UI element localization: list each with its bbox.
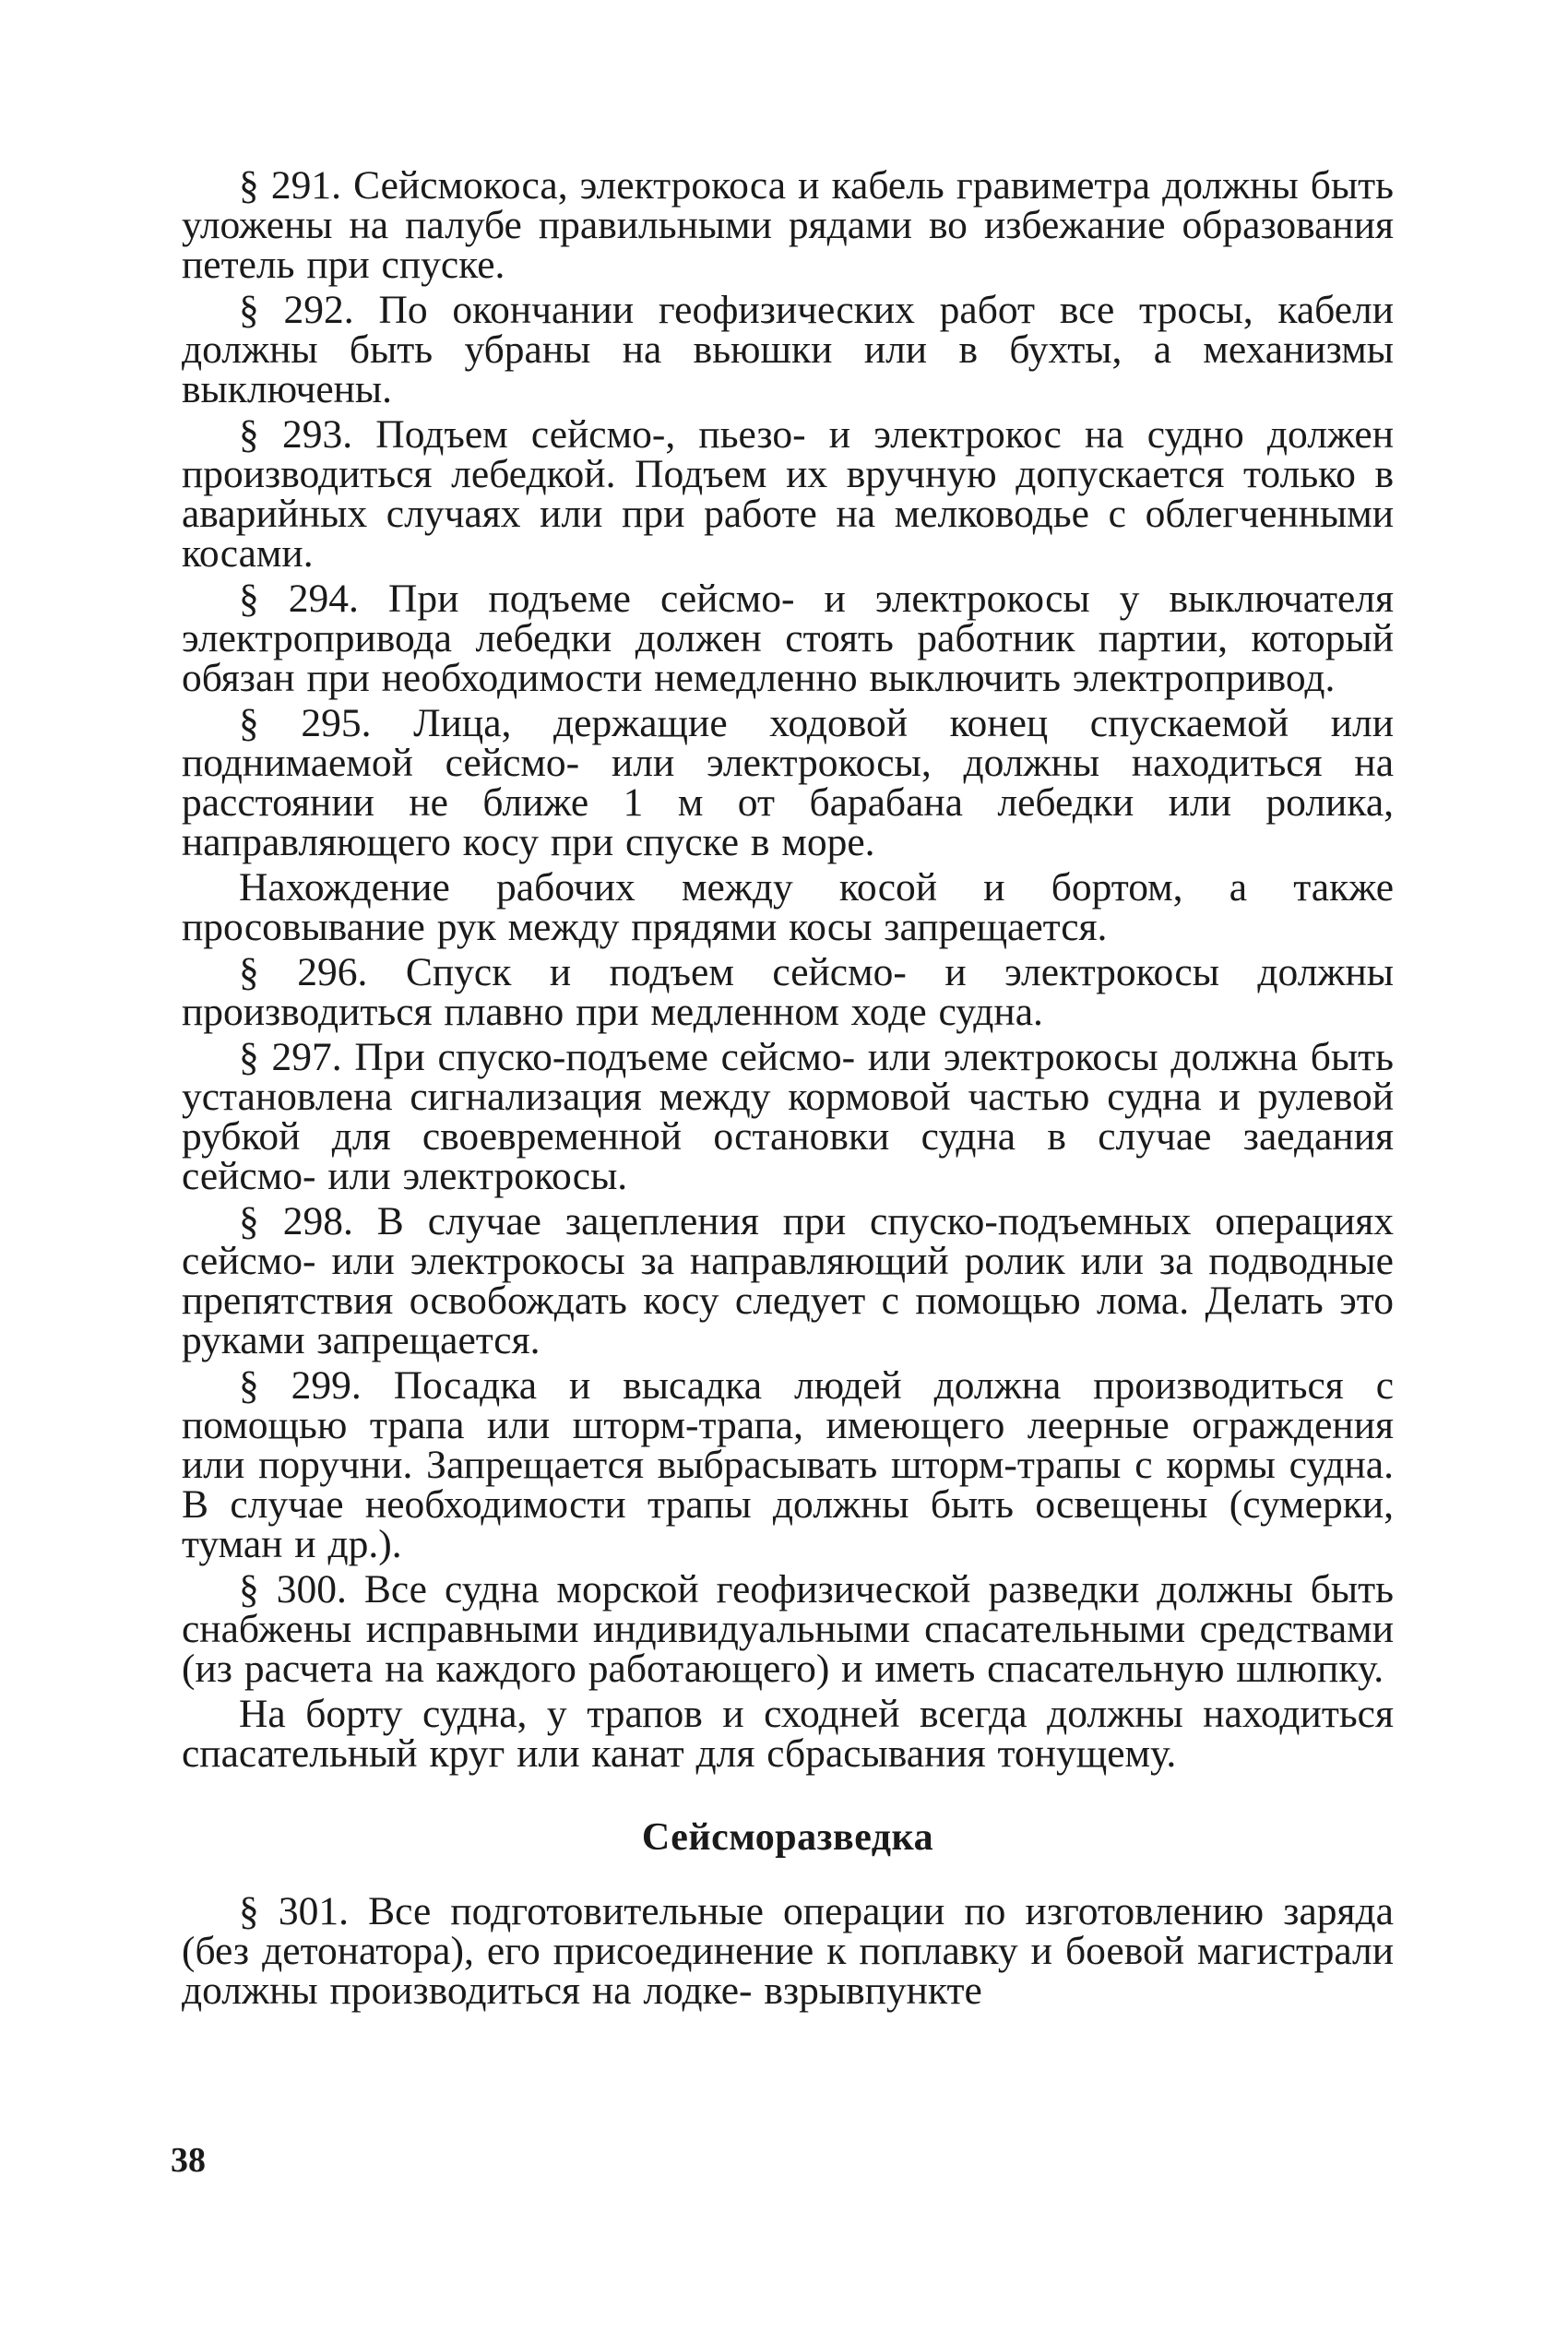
section-heading: Сейсморазведка bbox=[641, 1816, 934, 1859]
paragraph-292: § 292. По окончании геофизических работ все тросы, кабели должны быть убраны на вьюшки или в бухты, а механизмы выключены. bbox=[182, 288, 1394, 411]
paragraph-295-continuation: Нахождение рабочих между косой и бортом, а также просовывание рук между прядями косы запрещается. bbox=[182, 865, 1394, 949]
paragraph-296: § 296. Спуск и подъем сейсмо- и электрокосы должны производиться плавно при медленном ходе судна. bbox=[182, 950, 1394, 1034]
paragraph-294: § 294. При подъеме сейсмо- и электрокосы у выключателя электропривода лебедки должен стоять работник партии, который обязан при необходимости немедленно выключить электропривод. bbox=[182, 577, 1394, 700]
paragraph-297: § 297. При спуско-подъеме сейсмо- или электрокосы должна быть установлена сигнализация между кормовой частью судна и рулевой рубкой для своевременной остановки судна в случае заедания сейсмо- или электрокосы. bbox=[182, 1035, 1394, 1198]
page-number: 38 bbox=[171, 2141, 206, 2180]
paragraph-295: § 295. Лица, держащие ходовой конец спускаемой или поднимаемой сейсмо- или электрокосы, должны находиться на расстоянии не ближе 1 м от барабана лебедки или ролика, направляющего косу при спуске в море. bbox=[182, 701, 1394, 864]
paragraph-291: § 291. Сейсмокоса, электрокоса и кабель гравиметра должны быть уложены на палубе правильными рядами во избежание образования петель при спуске. bbox=[182, 163, 1394, 287]
page-body bbox=[182, 163, 1394, 2016]
paragraph-300: § 300. Все судна морской геофизической разведки должны быть снабжены исправными индивидуальными спасательными средствами (из расчета на каждого работающего) и иметь спасательную шлюпку. bbox=[182, 1567, 1394, 1691]
paragraph-300-continuation: На борту судна, у трапов и сходней всегда должны находиться спасательный круг или канат для сбрасывания тонущему. bbox=[182, 1692, 1394, 1776]
paragraph-299: § 299. Посадка и высадка людей должна производиться с помощью трапа или шторм-трапа, имеющего леерные ограждения или поручни. Запрещается выбрасывать шторм-трапы с кормы судна. В случае необходимости трапы должны быть освещены (сумерки, туман и др.). bbox=[182, 1363, 1394, 1566]
paragraph-298: § 298. В случае зацепления при спуско-подъемных операциях сейсмо- или электрокосы за направляющий ролик или за подводные препятствия освобождать косу следует с помощью лома. Делать это руками запрещается. bbox=[182, 1199, 1394, 1362]
paragraph-293: § 293. Подъем сейсмо-, пьезо- и электрокос на судно должен производиться лебедкой. Подъем их вручную допускается только в аварийных случаях или при работе на мелководье с облегченными косами. bbox=[182, 412, 1394, 576]
paragraph-301: § 301. Все подготовительные операции по изготовлению заряда (без детонатора), его присоединение к поплавку и боевой магистрали должны производиться на лодке- взрывпункте bbox=[182, 1889, 1394, 2013]
